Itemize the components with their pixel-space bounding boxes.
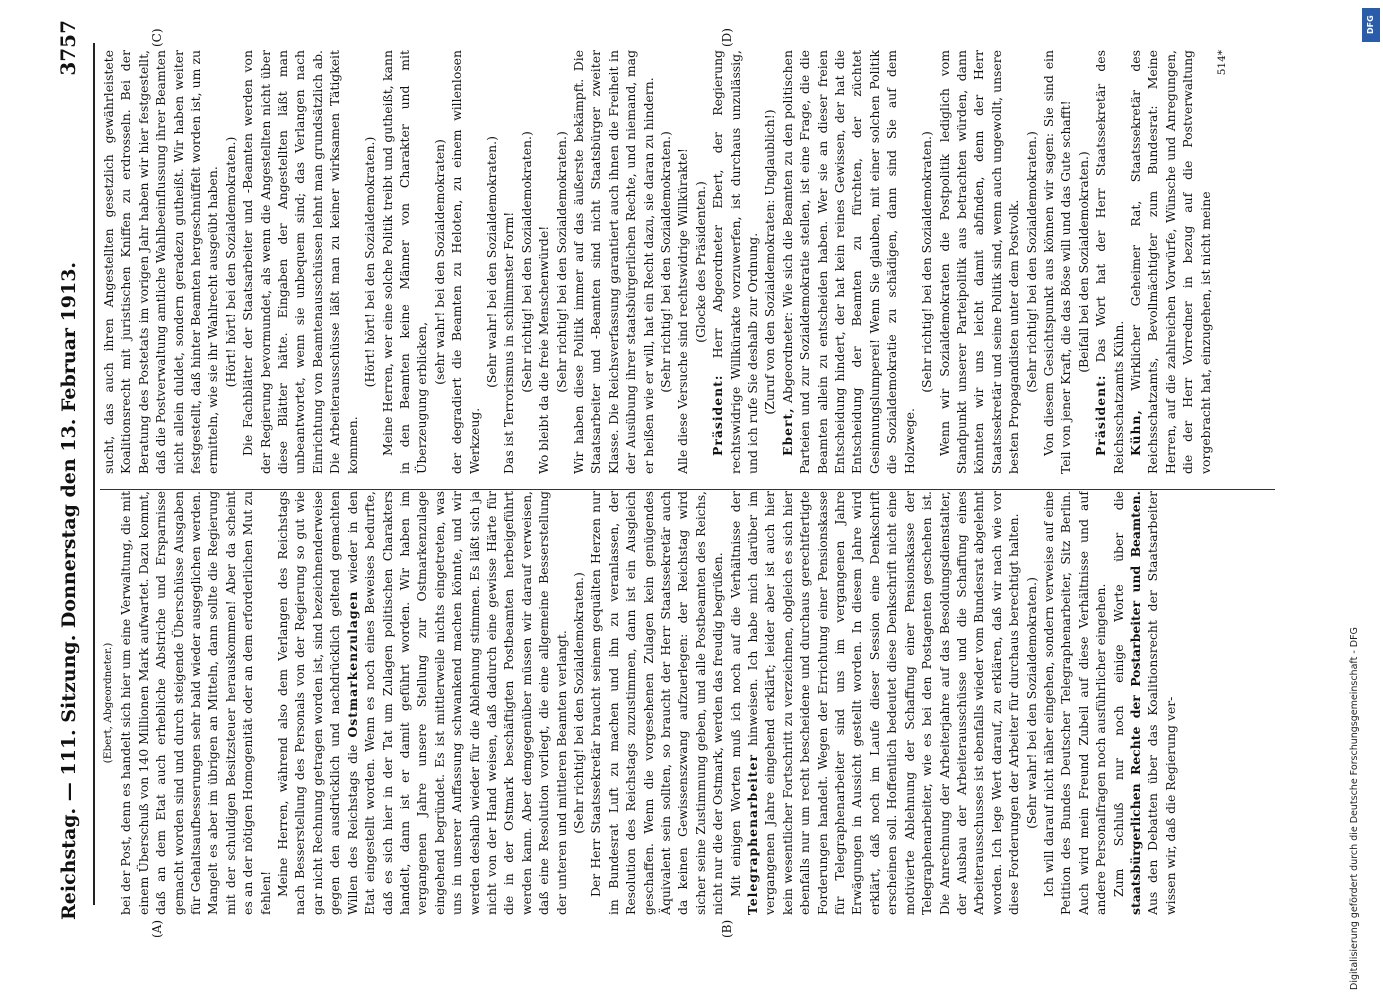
reaction: (Sehr wahr! bei den Sozialdemokraten.) bbox=[1023, 577, 1039, 829]
paragraph: Von diesem Gesichtspunkt aus können wir sagen: Sie sind ein Teil von jener Kraft, die das Böse will und das Gute schafft! bbox=[1040, 50, 1074, 474]
right-column bbox=[100, 50, 1280, 474]
page-title: Reichstag. — 111. Sitzung. Donnerstag den 13. Februar 1913. bbox=[58, 261, 80, 920]
keyword-staatsbuergerliche-rechte: staatsbürgerlichen Rechte der Postarbeiter und Beamten. bbox=[1127, 491, 1143, 915]
margin-mark-a: (A) bbox=[150, 919, 164, 938]
column-divider bbox=[100, 489, 1275, 490]
reaction: (Sehr richtig! bei den Sozialdemokraten.) bbox=[518, 131, 534, 393]
paragraph: Wo bleibt da die freie Menschenwürde! bbox=[536, 225, 552, 474]
paragraph: Präsident: Das Wort hat der Herr Staatssekretär des Reichsschatzamts Kühn. bbox=[1093, 50, 1126, 474]
paragraph: sucht, das auch ihren Angestellten gesetzlich gewährleistete Koalitionsrecht mit juristischen Kniffen zu erdrosseln. Bei der Beratung des Postetats im vorigen Jahr haben wir hier festgestellt, daß die Postverwaltung amtliche Wahlbeeinflussung ihrer Beamten nicht allein duldet, sondern geradezu gutheißt. Wir haben weiter festgestellt, daß hinter Beamten hergeschnüffelt worden ist, um zu ermitteln, wie sie ihr Wahlrecht ausgeübt haben. bbox=[101, 50, 221, 474]
reaction: (Beifall bei den Sozialdemokraten.) bbox=[1075, 151, 1091, 373]
reaction: (Hört! hört! bei den Sozialdemokraten.) bbox=[362, 136, 378, 388]
paragraph: Das ist Terrorismus in schlimmster Form! bbox=[501, 211, 517, 474]
speaker-ebert: Ebert, bbox=[779, 407, 795, 456]
digitization-credit: Digitalisierung gefördert durch die Deutsche Forschungsgemeinschaft - DFG bbox=[1349, 627, 1360, 990]
speaker-praesident: Präsident: bbox=[1093, 374, 1109, 456]
paragraph: Ich will darauf nicht näher eingehen, sondern verweise auf eine Petition des Bundes Deutscher Telegraphenarbeiter, Sitz Berlin. Auch wird mein Freund Zubeil auf diese Verhältnisse und auf andere Personalfragen noch ausführlicher eingehen. bbox=[1040, 491, 1109, 915]
sheet-mark: 514* bbox=[1216, 50, 1228, 76]
paragraph: Ebert, Abgeordneter: Wie sich die Beamten zu den politischen Parteien und zur Sozialdemokratie stellen, ist eine Frage, die die Beamten allein zu entscheiden haben. Wer sie an dieser freien Entscheidung hindert, der hat kein reines Gewissen, der hat die Entscheidung der Beamten zu fürchten, der züchtet Gesinnungslumperei! Wenn Sie glauben, mit einer solchen Politik die Sozialdemokratie zu schädigen, dann sind Sie auf dem Holzwege. bbox=[779, 50, 917, 474]
paragraph: Die Fachblätter der Staatsarbeiter und -Beamten werden von der Regierung bevormundet, als wenn die Angestellten nicht über diese Blätter hätte. Eingaben der Angestellten läßt man unbeantwortet, wenn sie unbequem sind; das Verlangen nach Einrichtung von Beamtenausschüssen lehnt man grundsätzlich ab. Die Arbeiterausschüsse läßt man zu keiner wirksamen Tätigkeit kommen. bbox=[240, 50, 360, 474]
paragraph: Präsident: Herr Abgeordneter Ebert, der Regierung rechtswidrige Willkürakte vorzuwerfen, ist durchaus unzulässig, und ich rufe Sie deshalb zur Ordnung. bbox=[710, 50, 761, 474]
reaction: (Sehr richtig! bei den Sozialdemokraten.) bbox=[553, 131, 569, 393]
reaction: (Sehr richtig! bei den Sozialdemokraten.) bbox=[570, 572, 586, 834]
left-column bbox=[100, 491, 1280, 915]
speaker-note: (Ebert, Abgeordneter.) bbox=[102, 642, 114, 764]
speaker-kuehn: Kühn, bbox=[1127, 409, 1143, 456]
margin-mark-c: (C) bbox=[150, 28, 164, 47]
paragraph: Meine Herren, wer eine solche Politik treibt und gutheißt, kann in den Beamten keine Männer von Charakter und mit Überzeugung erblicken, bbox=[379, 50, 430, 474]
margin-mark-b: (B) bbox=[720, 919, 734, 938]
reaction: (Zuruf von den Sozialdemokraten: Unglaublich!) bbox=[762, 109, 778, 415]
reaction: (Sehr richtig! bei den Sozialdemokraten.) bbox=[1023, 131, 1039, 393]
paragraph: Der Herr Staatssekretär braucht seinem gequälten Herzen nur im Bundesrat Luft zu machen und ihn zu veranlassen, der Resolution des Reichstags zuzustimmen, dann ist ein Ausgleich geschaffen. Wenn die vorgesehenen Zulagen kein genügendes Äquivalent sein sollten, so braucht der Herr Staatssekretär auch da keinen Gewissenszwang aufzuerlegen: der Reichstag wird sicher seine Zustimmung geben, und alle Postbeamten des Reichs, nicht nur die der Ostmark, werden das freudig begrüßen. bbox=[588, 491, 726, 915]
speaker-praesident: Präsident: bbox=[710, 374, 726, 456]
paragraph: der degradiert die Beamten zu Heloten, zu einem willenlosen Werkzeug. bbox=[449, 50, 482, 474]
header-rule bbox=[93, 43, 95, 905]
reaction: (Hört! hört! bei den Sozialdemokraten.) bbox=[222, 136, 238, 388]
paragraph: Alle diese Versuche sind rechtswidrige Willkürakte! bbox=[675, 148, 691, 474]
reaction: (Sehr wahr! bei den Sozialdemokraten.) bbox=[483, 136, 499, 388]
paragraph: Meine Herren, während also dem Verlangen des Reichstags nach Besserstellung des Personals von der Regierung so gut wie gar nicht Rechnung getragen worden ist, sind bezeichnenderweise gegen den ausdrücklich und nachdrücklich geltend gemachten Willen des Reichstags die Ostmarkenzulagen wieder in den Etat eingestellt worden. Wenn es noch eines Beweises bedurfte, daß es sich hier in der Tat um Zulagen politischen Charakters handelt, dann ist er damit geführt worden. Wir haben im vergangenen Jahre unsere Stellung zur Ostmarkenzulage eingehend begründet. Es ist mittlerweile nichts eingetreten, was uns in unserer Auffassung schwankend machen könnte, und wir werden deshalb wieder für die Ablehnung stimmen. Es läßt sich ja nicht von der Hand weisen, daß dadurch eine gewisse Härte für die in der Ostmark beschäftigten Postbeamten herbeigeführt werden kann. Aber demgegenüber müssen wir darauf verweisen, daß eine Resolution vorliegt, die eine allgemeine Besserstellung der unteren und mittleren Beamten verlangt. bbox=[275, 491, 569, 915]
paragraph: Zum Schluß nur noch einige Worte über die staatsbürgerlichen Rechte der Postarbeiter und Beamten. Aus den Debatten über das Koalitionsrecht der Staatsarbeiter wissen wir, daß die Regierung ver- bbox=[1110, 491, 1178, 915]
paragraph: bei der Post, denn es handelt sich hier um eine Verwaltung, die mit einem Überschuß von 140 Millionen Mark aufwartet. Dazu kommt, daß an dem Etat auch erhebliche Abstriche und Ersparnisse gemacht worden sind und durch steigende Überschüsse Ausgaben für Gehaltsaufbesserungen sehr bald wieder ausgeglichen werden. Mangelt es aber im übrigen an Mitteln, dann sollte die Regierung mit der schuldigen Besitzsteuer herauskommen! Aber da scheint es an der nötigen Homogenität oder an dem erforderlichen Mut zu fehlen! bbox=[118, 491, 273, 915]
paragraph: Mit einigen Worten muß ich noch auf die Verhältnisse der Telegraphenarbeiter hinweisen. Ich habe mich darüber im vergangenen Jahre eingehend erklärt; leider aber ist auch hier kein wesentlicher Fortschritt zu verzeichnen, obgleich es sich hier ebenfalls nur um recht bescheidene und durchaus gerechtfertigte Forderungen handelt. Wegen der Errichtung einer Pensionskasse für Telegraphenarbeiter sind uns im vergangenen Jahre Erwägungen in Aussicht gestellt worden. In diesem Jahre wird erklärt, daß noch im Laufe dieser Session eine Denkschrift erscheinen soll. Hoffentlich bedeutet diese Denkschrift nicht eine motivierte Ablehnung der Schaffung einer Pensionskasse der Telegraphenarbeiter, wie es bei den Postagenten geschehen ist. Die Anrechnung der Arbeiterjahre auf das Besoldungsdienstalter, der Ausbau der Arbeiterausschüsse und die Schaffung eines Arbeiterausschusses ist ebenfalls wieder vom Bundesrat abgelehnt worden. Ich lege Wert darauf, zu erklären, daß wir nach wie vor diese Forderungen der Arbeiter für durchaus berechtigt halten. bbox=[727, 491, 1022, 915]
margin-mark-d: (D) bbox=[720, 28, 734, 47]
page-header bbox=[52, 20, 90, 920]
keyword-ostmarkenzulagen: Ostmarkenzulagen bbox=[344, 590, 360, 738]
paragraph: Kühn, Wirklicher Geheimer Rat, Staatssekretär des Reichsschatzamts, Bevollmächtigter zum Bundesrat: Meine Herren, auf die zahlreichen Vorwürfe, Wünsche und Anregungen, die der Herr Vorredner in bezug auf die Postverwaltung vorgebracht hat, einzugehen, ist nicht meine bbox=[1127, 50, 1213, 474]
page-number: 3757 bbox=[56, 20, 80, 76]
keyword-telegraphenarbeiter: Telegraphenarbeiter bbox=[745, 753, 761, 915]
dfg-logo: DFG bbox=[1362, 8, 1380, 42]
paragraph: Wenn wir Sozialdemokraten die Postpolitik lediglich vom Standpunkt unserer Parteipolitik aus betrachten würden, dann könnten wir uns leicht damit abfinden, denn der Herr Staatssekretär und seine Politik sind, wenn auch ungewollt, unsere besten Propagandisten unter dem Postvolk. bbox=[936, 50, 1022, 474]
reaction: (Glocke des Präsidenten.) bbox=[692, 181, 708, 343]
reaction: (Sehr richtig! bei den Sozialdemokraten.) bbox=[919, 131, 935, 393]
paragraph: Wir haben diese Politik immer auf das äußerste bekämpft. Die Staatsarbeiter und -Beamten sind nicht Staatsbürger zweiter Klasse. Die Reichsverfassung garantiert auch ihnen die Freiheit in der Ausübung ihrer staatsbürgerlichen Rechte, und niemand, mag er heißen wie er will, hat ein Recht dazu, sie daran zu hindern. bbox=[570, 50, 656, 474]
reaction: (sehr wahr! bei den Sozialdemokraten) bbox=[431, 139, 447, 385]
reaction: (Sehr richtig! bei den Sozialdemokraten.) bbox=[658, 131, 673, 393]
